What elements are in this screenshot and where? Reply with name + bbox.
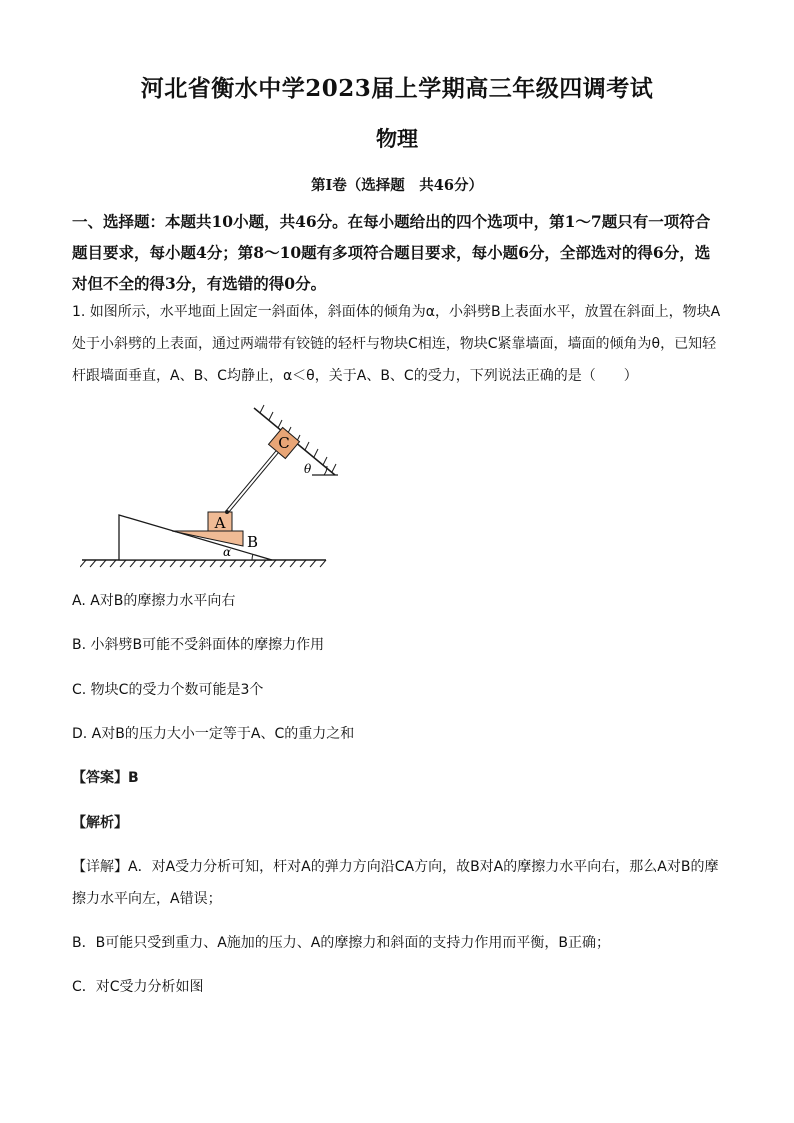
question-1-stem: 1. 如图所示，水平地面上固定一斜面体，斜面体的倾角为α，小斜劈B上表面水平，放置在斜面上，物块A处于小斜劈的上表面，通过两端带有铰链的轻杆与物块C相连，物块C紧靠墙面，墙面的倾角为θ，已知轻杆跟墙面垂直，A、B、C均静止，α＜θ，关于A、B、C的受力，下列说法正确的是（ ）	[72, 304, 721, 384]
option-a: A. A对B的摩擦力水平向右	[72, 593, 236, 609]
hinge-a	[225, 510, 229, 514]
wall-hatch	[260, 405, 336, 472]
label-a: A	[214, 514, 226, 532]
question-1-figure	[80, 400, 340, 575]
option-b: B. 小斜劈B可能不受斜面体的摩擦力作用	[72, 637, 325, 653]
explanation-a: 【详解】A．对A受力分析可知，杆对A的弹力方向沿CA方向，故B对A的摩擦力水平向右，那么A对B的摩擦力水平向左，A错误；	[72, 859, 719, 907]
explanation-b: B．B可能只受到重力、A施加的压力、A的摩擦力和斜面的支持力作用而平衡，B正确；	[72, 935, 610, 951]
label-c: C	[278, 434, 290, 452]
light-rod-inner	[227, 452, 277, 512]
label-theta: θ	[304, 462, 312, 476]
option-d: D. A对B的压力大小一定等于A、C的重力之和	[72, 726, 355, 742]
section-instructions: 一、选择题：本题共10小题，共46分。在每小题给出的四个选项中，第1～7题只有一项符合题目要求，每小题4分；第8～10题有多项符合题目要求，每小题6分，全部选对的得6分，选对但不全的得3分，有选错的得0分。	[72, 212, 711, 293]
analysis-tag: 【解析】	[72, 815, 128, 831]
label-b: B	[247, 533, 259, 551]
exam-title: 河北省衡水中学2023届上学期高三年级四调考试	[140, 75, 654, 102]
option-c: C. 物块C的受力个数可能是3个	[72, 682, 264, 698]
explanation-c: C．对C受力分析如图	[72, 979, 204, 995]
answer-tag: 【答案】B	[72, 770, 139, 786]
label-alpha: α	[223, 545, 232, 559]
volume-heading: 第Ⅰ卷（选择题 共46分）	[311, 177, 483, 194]
ground-hatch	[80, 560, 326, 567]
subject-title: 物理	[376, 126, 418, 151]
